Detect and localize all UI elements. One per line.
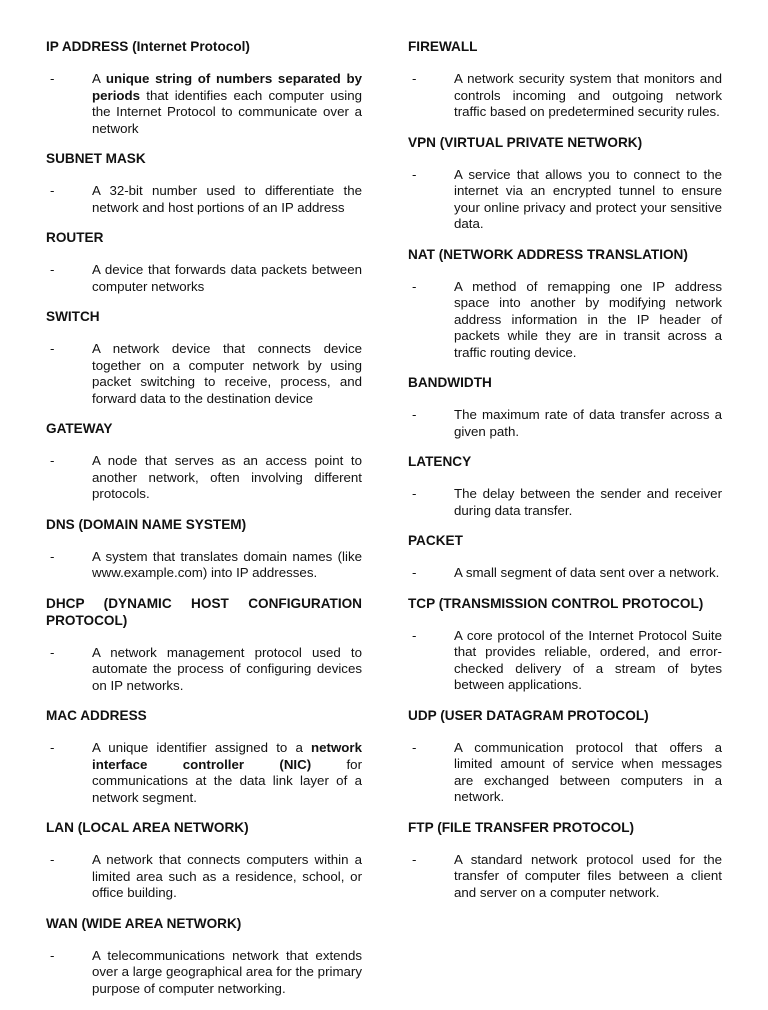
definition-item xyxy=(408,628,722,694)
definition-item xyxy=(408,71,722,121)
term-heading: MAC ADDRESS xyxy=(46,708,147,723)
bold-phrase: unique string of numbers separated by periods xyxy=(92,71,362,103)
definition-item xyxy=(408,565,722,582)
definition-item xyxy=(46,262,362,295)
definition-item xyxy=(46,549,362,582)
definition-text: A device that forwards data packets between computer networks xyxy=(92,262,362,294)
term-heading: DNS (DOMAIN NAME SYSTEM) xyxy=(46,516,247,532)
term-heading: WAN (WIDE AREA NETWORK) xyxy=(46,915,242,931)
bullet-dash: - xyxy=(50,644,55,660)
bullet-dash: - xyxy=(50,341,55,356)
glossary-entry-latency xyxy=(408,453,722,519)
term-heading: SUBNET MASK xyxy=(46,151,146,166)
bullet-dash: - xyxy=(412,407,417,422)
right-column xyxy=(408,38,722,914)
definition-text: A telecommunications network that extends over a large geographical area for the primary purpose of computer networking. xyxy=(92,947,362,996)
definition-item xyxy=(408,279,722,362)
bullet-dash: - xyxy=(50,740,55,755)
definition-text: A network device that connects device together on a computer network by using packet switching to receive, process, and forward data to the destination device xyxy=(92,341,362,406)
definition-item xyxy=(408,486,722,519)
definition-item xyxy=(46,645,362,695)
definition-text: A core protocol of the Internet Protocol Suite that provides reliable, ordered, and error-checked delivery of a stream of bytes between applications. xyxy=(454,627,722,692)
term-heading: IP ADDRESS (Internet Protocol) xyxy=(46,39,250,54)
glossary-entry-bandwidth xyxy=(408,374,722,440)
bullet-dash: - xyxy=(50,453,55,468)
term-heading: VPN (VIRTUAL PRIVATE NETWORK) xyxy=(408,134,643,150)
bullet-dash: - xyxy=(50,262,55,277)
definition-text: A service that allows you to connect to the internet via an encrypted tunnel to ensure your online privacy and protect your sensitive data. xyxy=(454,166,722,231)
definition-text: A unique identifier assigned to a network interface controller (NIC) for communications at the data link layer of a network segment. xyxy=(92,740,362,805)
glossary-entry-ip-address xyxy=(46,38,362,137)
bullet-dash: - xyxy=(412,166,417,182)
term-heading: DHCP (DYNAMIC HOST CONFIGURATION PROTOCOL) xyxy=(46,595,362,628)
bullet-dash: - xyxy=(412,851,417,867)
glossary-entry-tcp xyxy=(408,595,722,694)
glossary-entry-mac-address xyxy=(46,707,362,806)
definition-item xyxy=(46,71,362,137)
bullet-dash: - xyxy=(412,565,417,580)
glossary-entry-vpn xyxy=(408,134,722,233)
term-heading: SWITCH xyxy=(46,309,100,324)
definition-item xyxy=(46,453,362,503)
definition-text: The maximum rate of data transfer across a given path. xyxy=(454,407,722,439)
term-heading: LATENCY xyxy=(408,454,472,469)
glossary-entry-dhcp xyxy=(46,595,362,695)
definition-item xyxy=(408,852,722,902)
bullet-dash: - xyxy=(50,71,55,86)
glossary-entry-udp xyxy=(408,707,722,806)
glossary-entry-firewall xyxy=(408,38,722,121)
glossary-entry-subnet-mask xyxy=(46,150,362,216)
bullet-dash: - xyxy=(412,627,417,643)
glossary-entry-gateway xyxy=(46,420,362,503)
bullet-dash: - xyxy=(412,739,417,755)
definition-item xyxy=(408,407,722,440)
bullet-dash: - xyxy=(50,183,55,198)
definition-text: A network security system that monitors and controls incoming and outgoing network traffic based on predetermined security rules. xyxy=(454,71,722,119)
definition-item xyxy=(46,740,362,806)
definition-text: A 32-bit number used to differentiate the network and host portions of an IP address xyxy=(92,183,362,215)
definition-text: A node that serves as an access point to another network, often involving different protocols. xyxy=(92,453,362,501)
definition-item xyxy=(46,183,362,216)
glossary-entry-lan xyxy=(46,819,362,902)
definition-item xyxy=(46,341,362,407)
bullet-dash: - xyxy=(50,852,55,867)
term-heading: TCP (TRANSMISSION CONTROL PROTOCOL) xyxy=(408,595,704,611)
definition-text: A unique string of numbers separated by periods that identifies each computer using the Internet Protocol to communicate over a network xyxy=(92,71,362,136)
glossary-entry-dns xyxy=(46,516,362,582)
definition-item xyxy=(408,740,722,806)
definition-text: The delay between the sender and receiver during data transfer. xyxy=(454,486,722,518)
definition-text: A method of remapping one IP address space into another by modifying network address information in the IP header of packets while they are in transit across a traffic routing device. xyxy=(454,278,722,360)
term-heading: ROUTER xyxy=(46,230,104,245)
definition-text: A small segment of data sent over a network. xyxy=(454,565,720,580)
bullet-dash: - xyxy=(50,548,55,564)
term-heading: UDP (USER DATAGRAM PROTOCOL) xyxy=(408,707,649,723)
bold-phrase: network interface controller (NIC) xyxy=(92,740,362,772)
glossary-entry-router xyxy=(46,229,362,295)
definition-text: A system that translates domain names (like www.example.com) into IP addresses. xyxy=(92,548,362,580)
definition-text: A standard network protocol used for the transfer of computer files between a client and server on a computer network. xyxy=(454,851,722,900)
glossary-entry-ftp xyxy=(408,819,722,902)
left-column xyxy=(46,38,362,1010)
bullet-dash: - xyxy=(412,486,417,501)
term-heading: PACKET xyxy=(408,533,463,548)
glossary-entry-wan xyxy=(46,915,362,998)
definition-item xyxy=(408,167,722,233)
glossary-entry-packet xyxy=(408,532,722,582)
definition-item xyxy=(46,852,362,902)
definition-text: A communication protocol that offers a limited amount of service when messages are exchanged between computers in a network. xyxy=(454,739,722,804)
bullet-dash: - xyxy=(412,71,417,86)
term-heading: BANDWIDTH xyxy=(408,375,492,390)
definition-item xyxy=(46,948,362,998)
bullet-dash: - xyxy=(412,278,417,294)
definition-text: A network that connects computers within a limited area such as a residence, school, or office building. xyxy=(92,852,362,900)
term-heading: GATEWAY xyxy=(46,421,113,436)
bullet-dash: - xyxy=(50,947,55,963)
glossary-entry-switch xyxy=(46,308,362,407)
definition-text: A network management protocol used to automate the process of configuring devices on IP networks. xyxy=(92,644,362,693)
term-heading: NAT (NETWORK ADDRESS TRANSLATION) xyxy=(408,246,688,262)
term-heading: FTP (FILE TRANSFER PROTOCOL) xyxy=(408,819,635,835)
term-heading: LAN (LOCAL AREA NETWORK) xyxy=(46,820,249,835)
glossary-entry-nat xyxy=(408,246,722,362)
term-heading: FIREWALL xyxy=(408,39,478,54)
